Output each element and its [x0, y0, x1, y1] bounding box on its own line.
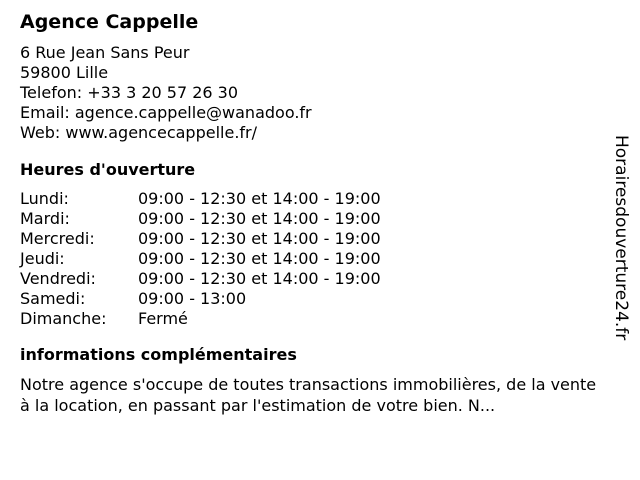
hours-row: [20, 289, 600, 309]
hours-day: Lundi:: [20, 189, 69, 208]
hours-day: Jeudi:: [20, 249, 65, 268]
web-line: Web: www.agencecappelle.fr/: [20, 123, 257, 142]
hours-time: Fermé: [138, 309, 188, 328]
hours-day: Dimanche:: [20, 309, 107, 328]
hours-day: Samedi:: [20, 289, 86, 308]
hours-time: 09:00 - 12:30 et 14:00 - 19:00: [138, 249, 381, 268]
email-line: Email: agence.cappelle@wanadoo.fr: [20, 103, 312, 122]
phone-line: Telefon: +33 3 20 57 26 30: [20, 83, 239, 102]
hours-time: 09:00 - 12:30 et 14:00 - 19:00: [138, 229, 381, 248]
info-heading: informations complémentaires: [20, 345, 297, 364]
hours-row: [20, 269, 600, 289]
business-title: Agence Cappelle: [20, 11, 199, 33]
hours-time: 09:00 - 12:30 et 14:00 - 19:00: [138, 189, 381, 208]
hours-row: [20, 209, 600, 229]
hours-row: [20, 249, 600, 269]
address-street: 6 Rue Jean Sans Peur: [20, 43, 190, 62]
hours-day: Mercredi:: [20, 229, 95, 248]
hours-row: [20, 189, 600, 209]
hours-heading: Heures d'ouverture: [20, 160, 196, 179]
address-city: 59800 Lille: [20, 63, 109, 82]
hours-time: 09:00 - 13:00: [138, 289, 247, 308]
hours-row: [20, 309, 600, 329]
hours-time: 09:00 - 12:30 et 14:00 - 19:00: [138, 209, 381, 228]
hours-time: 09:00 - 12:30 et 14:00 - 19:00: [138, 269, 381, 288]
hours-day: Mardi:: [20, 209, 70, 228]
business-card: [20, 10, 600, 416]
info-description: Notre agence s'occupe de toutes transactions immobilières, de la vente à la location, en passant par l'estimation de votre bien. N...: [20, 375, 597, 415]
hours-day: Vendredi:: [20, 269, 96, 288]
watermark-text: Horairesdouverture24.fr: [611, 135, 631, 341]
hours-row: [20, 229, 600, 249]
